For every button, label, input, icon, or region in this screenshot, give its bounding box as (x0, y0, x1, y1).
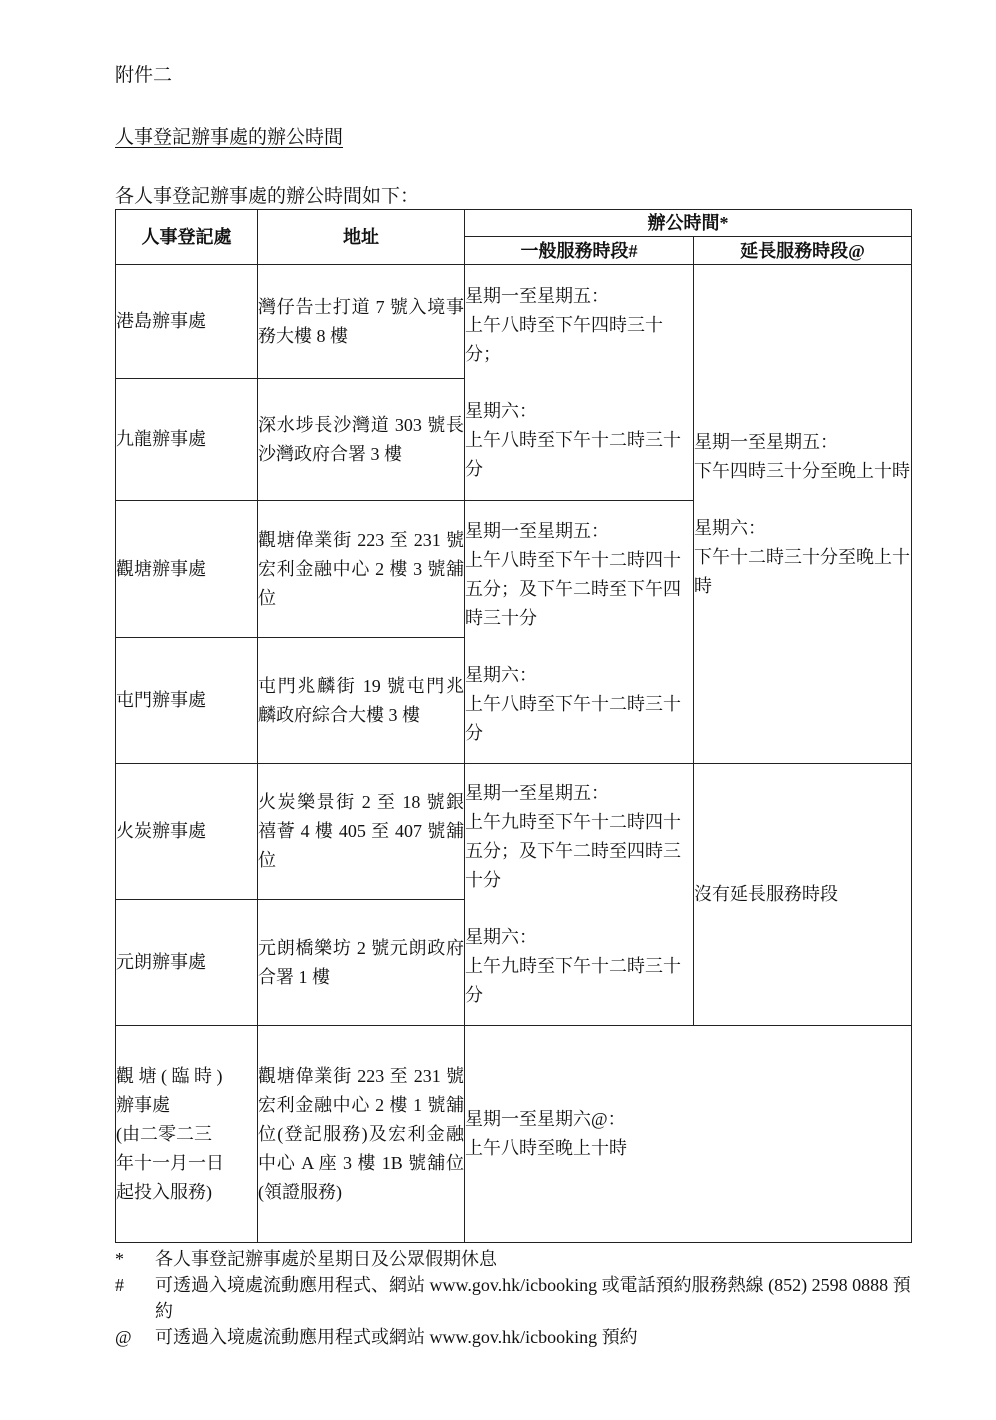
saturday-hours: 上午九時至下午十二時三十分 (465, 956, 681, 1005)
office-address: 元朗橋樂坊 2 號元朗政府合署 1 樓 (258, 900, 465, 1026)
office-name: 元朗辦事處 (116, 900, 258, 1026)
general-hours-cell (465, 265, 694, 501)
office-name (116, 1026, 258, 1243)
office-hours-table (115, 209, 912, 1243)
header-general-hours: 一般服務時段# (465, 237, 694, 265)
general-hours-cell (465, 501, 694, 764)
footnotes (115, 1246, 915, 1350)
saturday-label: 星期六： (465, 927, 537, 947)
footnote-symbol: # (115, 1275, 124, 1295)
header-extended-hours: 延長服務時段@ (694, 237, 912, 265)
office-address: 灣仔告士打道 7 號入境事務大樓 8 樓 (258, 265, 465, 379)
saturday-label: 星期六： (465, 664, 537, 685)
office-name-line: 起投入服務) (116, 1181, 212, 1202)
weekday-label: 星期一至星期六@： (465, 1109, 626, 1129)
office-name-line: 辦事處 (116, 1094, 170, 1115)
footnote-text: 可透過入境處流動應用程式、網站 www.gov.hk/icbooking 或電話預約服務熱線 (852) 2598 0888 預約 (155, 1275, 911, 1321)
office-address: 觀塘偉業街 223 至 231 號宏利金融中心 2 樓 3 號舖位 (258, 501, 465, 638)
weekday-hours: 上午八時至晚上十時 (465, 1138, 627, 1158)
saturday-label: 星期六： (465, 400, 537, 421)
header-address: 地址 (258, 210, 465, 265)
office-address: 屯門兆麟街 19 號屯門兆麟政府綜合大樓 3 樓 (258, 638, 465, 764)
footnote-symbol: * (115, 1249, 124, 1269)
office-name-line: 年十一月一日 (116, 1152, 224, 1173)
page-title: 人事登記辦事處的辦公時間 (115, 127, 344, 148)
weekday-label: 星期一至星期五： (465, 783, 609, 803)
footnote (115, 1324, 915, 1350)
office-name: 九龍辦事處 (116, 379, 258, 501)
header-hours: 辦公時間* (465, 210, 912, 237)
table-row (116, 265, 912, 379)
extended-hours-cell: 沒有延長服務時段 (694, 764, 912, 1026)
annex-label: 附件二 (115, 65, 173, 86)
office-address: 觀塘偉業街 223 至 231 號宏利金融中心 2 樓 1 號舖位(登記服務)及宏利金融中心 A 座 3 樓 1B 號舖位(領證服務) (258, 1026, 465, 1243)
footnote (115, 1246, 915, 1272)
temporary-office-hours-cell (465, 1026, 912, 1243)
extended-hours-cell (694, 265, 912, 764)
weekday-hours: 下午四時三十分至晚上十時 (694, 460, 910, 481)
weekday-hours: 上午九時至下午十二時四十五分；及下午二時至四時三十分 (465, 812, 681, 890)
office-name: 港島辦事處 (116, 265, 258, 379)
office-name-line: (由二零二三 (116, 1123, 212, 1144)
saturday-hours: 下午十二時三十分至晚上十時 (694, 546, 910, 596)
office-name: 火炭辦事處 (116, 764, 258, 900)
header-office: 人事登記處 (116, 210, 258, 265)
weekday-label: 星期一至星期五： (694, 431, 838, 452)
saturday-label: 星期六： (694, 517, 766, 538)
table-row (116, 1026, 912, 1243)
office-name: 觀塘辦事處 (116, 501, 258, 638)
saturday-hours: 上午八時至下午十二時三十分 (465, 693, 681, 743)
intro-text: 各人事登記辦事處的辦公時間如下： (115, 186, 420, 207)
table-row (116, 764, 912, 900)
office-name-line: 觀 塘 ( 臨 時 ) (116, 1065, 223, 1086)
saturday-hours: 上午八時至下午十二時三十分 (465, 429, 681, 479)
footnote-text: 各人事登記辦事處於星期日及公眾假期休息 (155, 1249, 497, 1269)
weekday-hours: 上午八時至下午十二時四十五分；及下午二時至下午四時三十分 (465, 549, 681, 628)
weekday-label: 星期一至星期五： (465, 520, 609, 541)
office-address: 深水埗長沙灣道 303 號長沙灣政府合署 3 樓 (258, 379, 465, 501)
office-name: 屯門辦事處 (116, 638, 258, 764)
general-hours-cell (465, 764, 694, 1026)
office-address: 火炭樂景街 2 至 18 號銀禧薈 4 樓 405 至 407 號舖位 (258, 764, 465, 900)
weekday-hours: 上午八時至下午四時三十分； (465, 314, 663, 364)
footnote-text: 可透過入境處流動應用程式或網站 www.gov.hk/icbooking 預約 (155, 1327, 638, 1347)
footnote-symbol: @ (115, 1327, 132, 1347)
footnote (115, 1272, 915, 1324)
weekday-label: 星期一至星期五： (465, 285, 609, 306)
